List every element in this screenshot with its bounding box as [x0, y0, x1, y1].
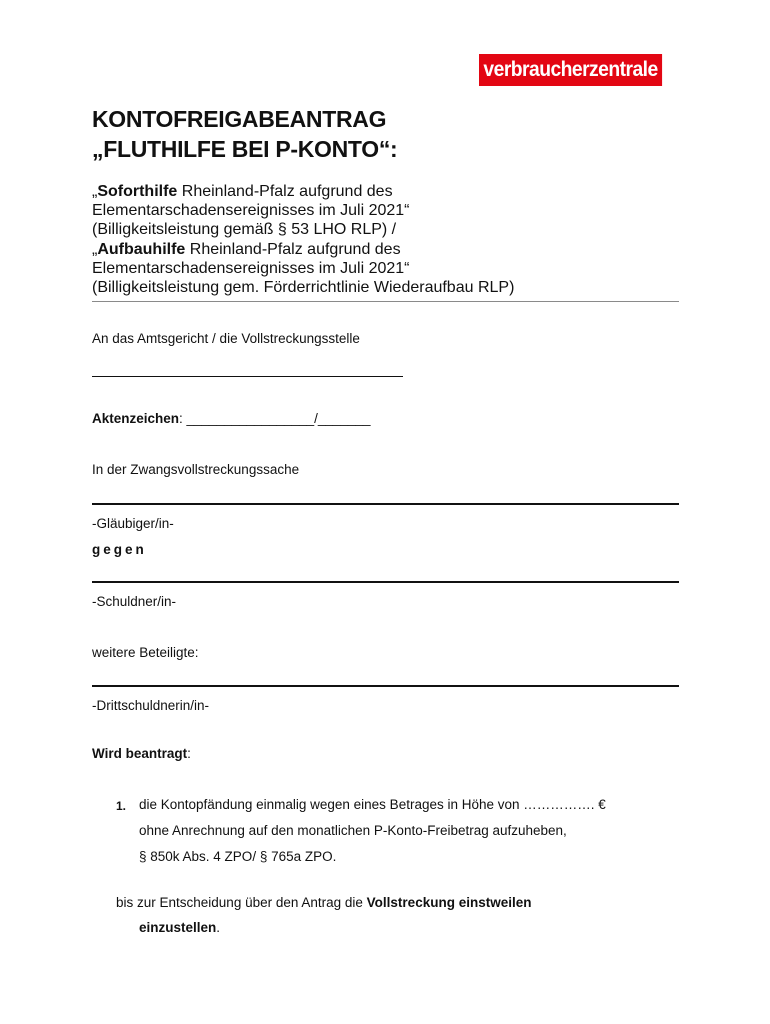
request-line-2: ohne Anrechnung auf den monatlichen P-Konto-Freibetrag aufzuheben,: [139, 823, 567, 838]
soforthilfe-label: Soforthilfe: [97, 183, 178, 200]
against-label: gegen: [92, 542, 147, 557]
subtitle-line-1: [92, 182, 682, 201]
third-party-label: -Drittschuldnerin/in-: [92, 698, 210, 713]
creditor-field[interactable]: [92, 503, 679, 505]
subtitle-text: Rheinland-Pfalz aufgrund des: [185, 240, 401, 258]
aufbauhilfe-label: Aufbauhilfe: [97, 240, 186, 258]
title-line-2: „FLUTHILFE BEI P-KONTO“:: [92, 136, 398, 162]
addressee-label: An das Amtsgericht / die Vollstreckungsstelle: [92, 331, 360, 346]
until-bold-text-2: einzustellen: [139, 920, 217, 935]
until-text: bis zur Entscheidung über den Antrag die: [116, 895, 367, 910]
until-period: .: [216, 920, 221, 935]
quote-mark: „: [92, 240, 98, 258]
requested-label: Wird beantragt: [92, 746, 188, 761]
debtor-label: -Schuldner/in-: [92, 594, 177, 609]
subtitle-line-2: Elementarschadensereignisses im Juli 2021“: [92, 202, 410, 220]
addressee-field[interactable]: [92, 376, 403, 377]
subtitle-line-3: (Billigkeitsleistung gemäß § 53 LHO RLP) /: [92, 221, 397, 239]
document-title: [92, 104, 397, 164]
until-line-2: [139, 920, 220, 935]
creditor-label: -Gläubiger/in-: [92, 516, 174, 531]
requested-heading: [92, 746, 191, 761]
until-line-1: [116, 895, 531, 910]
title-line-1: KONTOFREIGABEANTRAG: [92, 106, 387, 132]
aktenzeichen-field[interactable]: : _________________/_______: [179, 411, 371, 426]
requested-colon: :: [187, 746, 191, 761]
aktenzeichen-label: Aktenzeichen: [92, 411, 180, 426]
debtor-field[interactable]: [92, 581, 679, 583]
subtitle-text: Rheinland-Pfalz aufgrund des: [177, 183, 393, 200]
until-bold-text: Vollstreckung einstweilen: [366, 895, 532, 910]
case-intro: In der Zwangsvollstreckungssache: [92, 462, 300, 477]
request-line-1: die Kontopfändung einmalig wegen eines Betrages in Höhe von ……………. €: [139, 797, 606, 812]
aktenzeichen-row: [92, 411, 370, 426]
request-number: 1.: [116, 799, 127, 813]
subtitle-block: [92, 182, 682, 297]
subtitle-line-6: (Billigkeitsleistung gem. Förderrichtlinie Wiederaufbau RLP): [92, 279, 515, 297]
subtitle-line-5: Elementarschadensereignisses im Juli 2021“: [92, 259, 410, 277]
quote-mark: „: [92, 183, 98, 200]
other-parties-label: weitere Beteiligte:: [92, 645, 199, 660]
request-line-3: § 850k Abs. 4 ZPO/ § 765a ZPO.: [139, 849, 337, 864]
subtitle-line-4: [92, 240, 682, 259]
header-divider: [92, 301, 679, 302]
third-party-field[interactable]: [92, 685, 679, 687]
verbraucherzentrale-logo: verbraucherzentrale: [479, 54, 662, 86]
